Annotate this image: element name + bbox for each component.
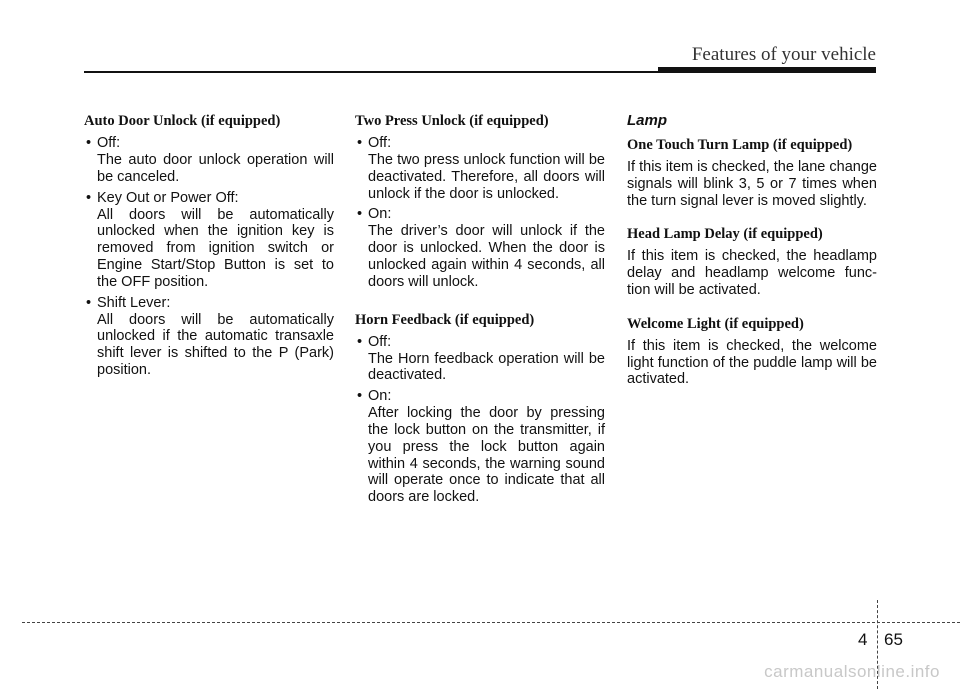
bullet-label: • Off:: [84, 135, 334, 152]
welcome-light-text: If this item is checked, the welcome light function of the puddle lamp will be activated.: [627, 337, 877, 388]
header-title: Features of your vehicle: [691, 44, 876, 65]
two-press-unlock-heading: Two Press Unlock (if equipped): [355, 113, 549, 129]
watermark: carmanualsonline.info: [764, 662, 940, 681]
bullet-body: All doors will be automatically unlocked when the ignition key is removed from ignition switch or Engine Start/Stop Button is set to the OFF position.: [97, 206, 334, 290]
bullet-body: All doors will be automatically unlocked if the automatic transaxle shift lever is shifted to the P (Park) position.: [97, 311, 334, 378]
one-touch-turn-lamp-heading: One Touch Turn Lamp (if equipped): [627, 137, 853, 153]
column-1: [84, 112, 334, 383]
horn-feedback-heading: Horn Feedback (if equipped): [355, 311, 535, 328]
column-3: [627, 112, 877, 400]
welcome-light-heading: Welcome Light (if equipped): [627, 315, 804, 332]
footer-rule: [22, 622, 960, 623]
bullet-label: • Shift Lever:: [84, 295, 334, 312]
auto-door-unlock-heading: Auto Door Unlock (if equipped): [84, 113, 281, 129]
bullet-body: The driver’s door will unlock if the door is unlocked. When the door is unlocked again within 4 seconds, all doors will unlock.: [368, 223, 605, 290]
bullet-label: • Key Out or Power Off:: [84, 190, 334, 207]
column-2: [355, 112, 605, 510]
spacer: [355, 295, 605, 311]
bullet-label: • Off:: [355, 135, 605, 152]
one-touch-turn-lamp-text: If this item is checked, the lane change signals will blink 3, 5 or 7 times when the turn signal lever is moved slightly.: [627, 159, 877, 209]
bullet-body: The two press unlock function will be deactivated. Therefore, all doors will unlock if the door is unlocked.: [368, 152, 605, 202]
lamp-section-title: Lamp: [627, 112, 668, 129]
head-lamp-delay-text: If this item is checked, the headlamp delay and headlamp welcome func-tion will be activated.: [627, 248, 877, 298]
bullet-body: After locking the door by pressing the lock button on the transmitter, if you press the lock button again within 4 seconds, the warning sound will operate once to indicate that all doors are locked.: [368, 405, 605, 506]
head-lamp-delay-heading: Head Lamp Delay (if equipped): [627, 226, 823, 243]
bullet-label: • On:: [355, 388, 605, 405]
bullet-label: • Off:: [355, 334, 605, 351]
chapter-number: 4: [858, 630, 868, 649]
bullet-body: The auto door unlock operation will be canceled.: [97, 152, 334, 185]
page-number: 65: [884, 630, 903, 649]
bullet-body: The Horn feedback operation will be deactivated.: [368, 350, 605, 384]
bullet-label: • On:: [355, 206, 605, 223]
header-rule-accent: [658, 67, 876, 73]
